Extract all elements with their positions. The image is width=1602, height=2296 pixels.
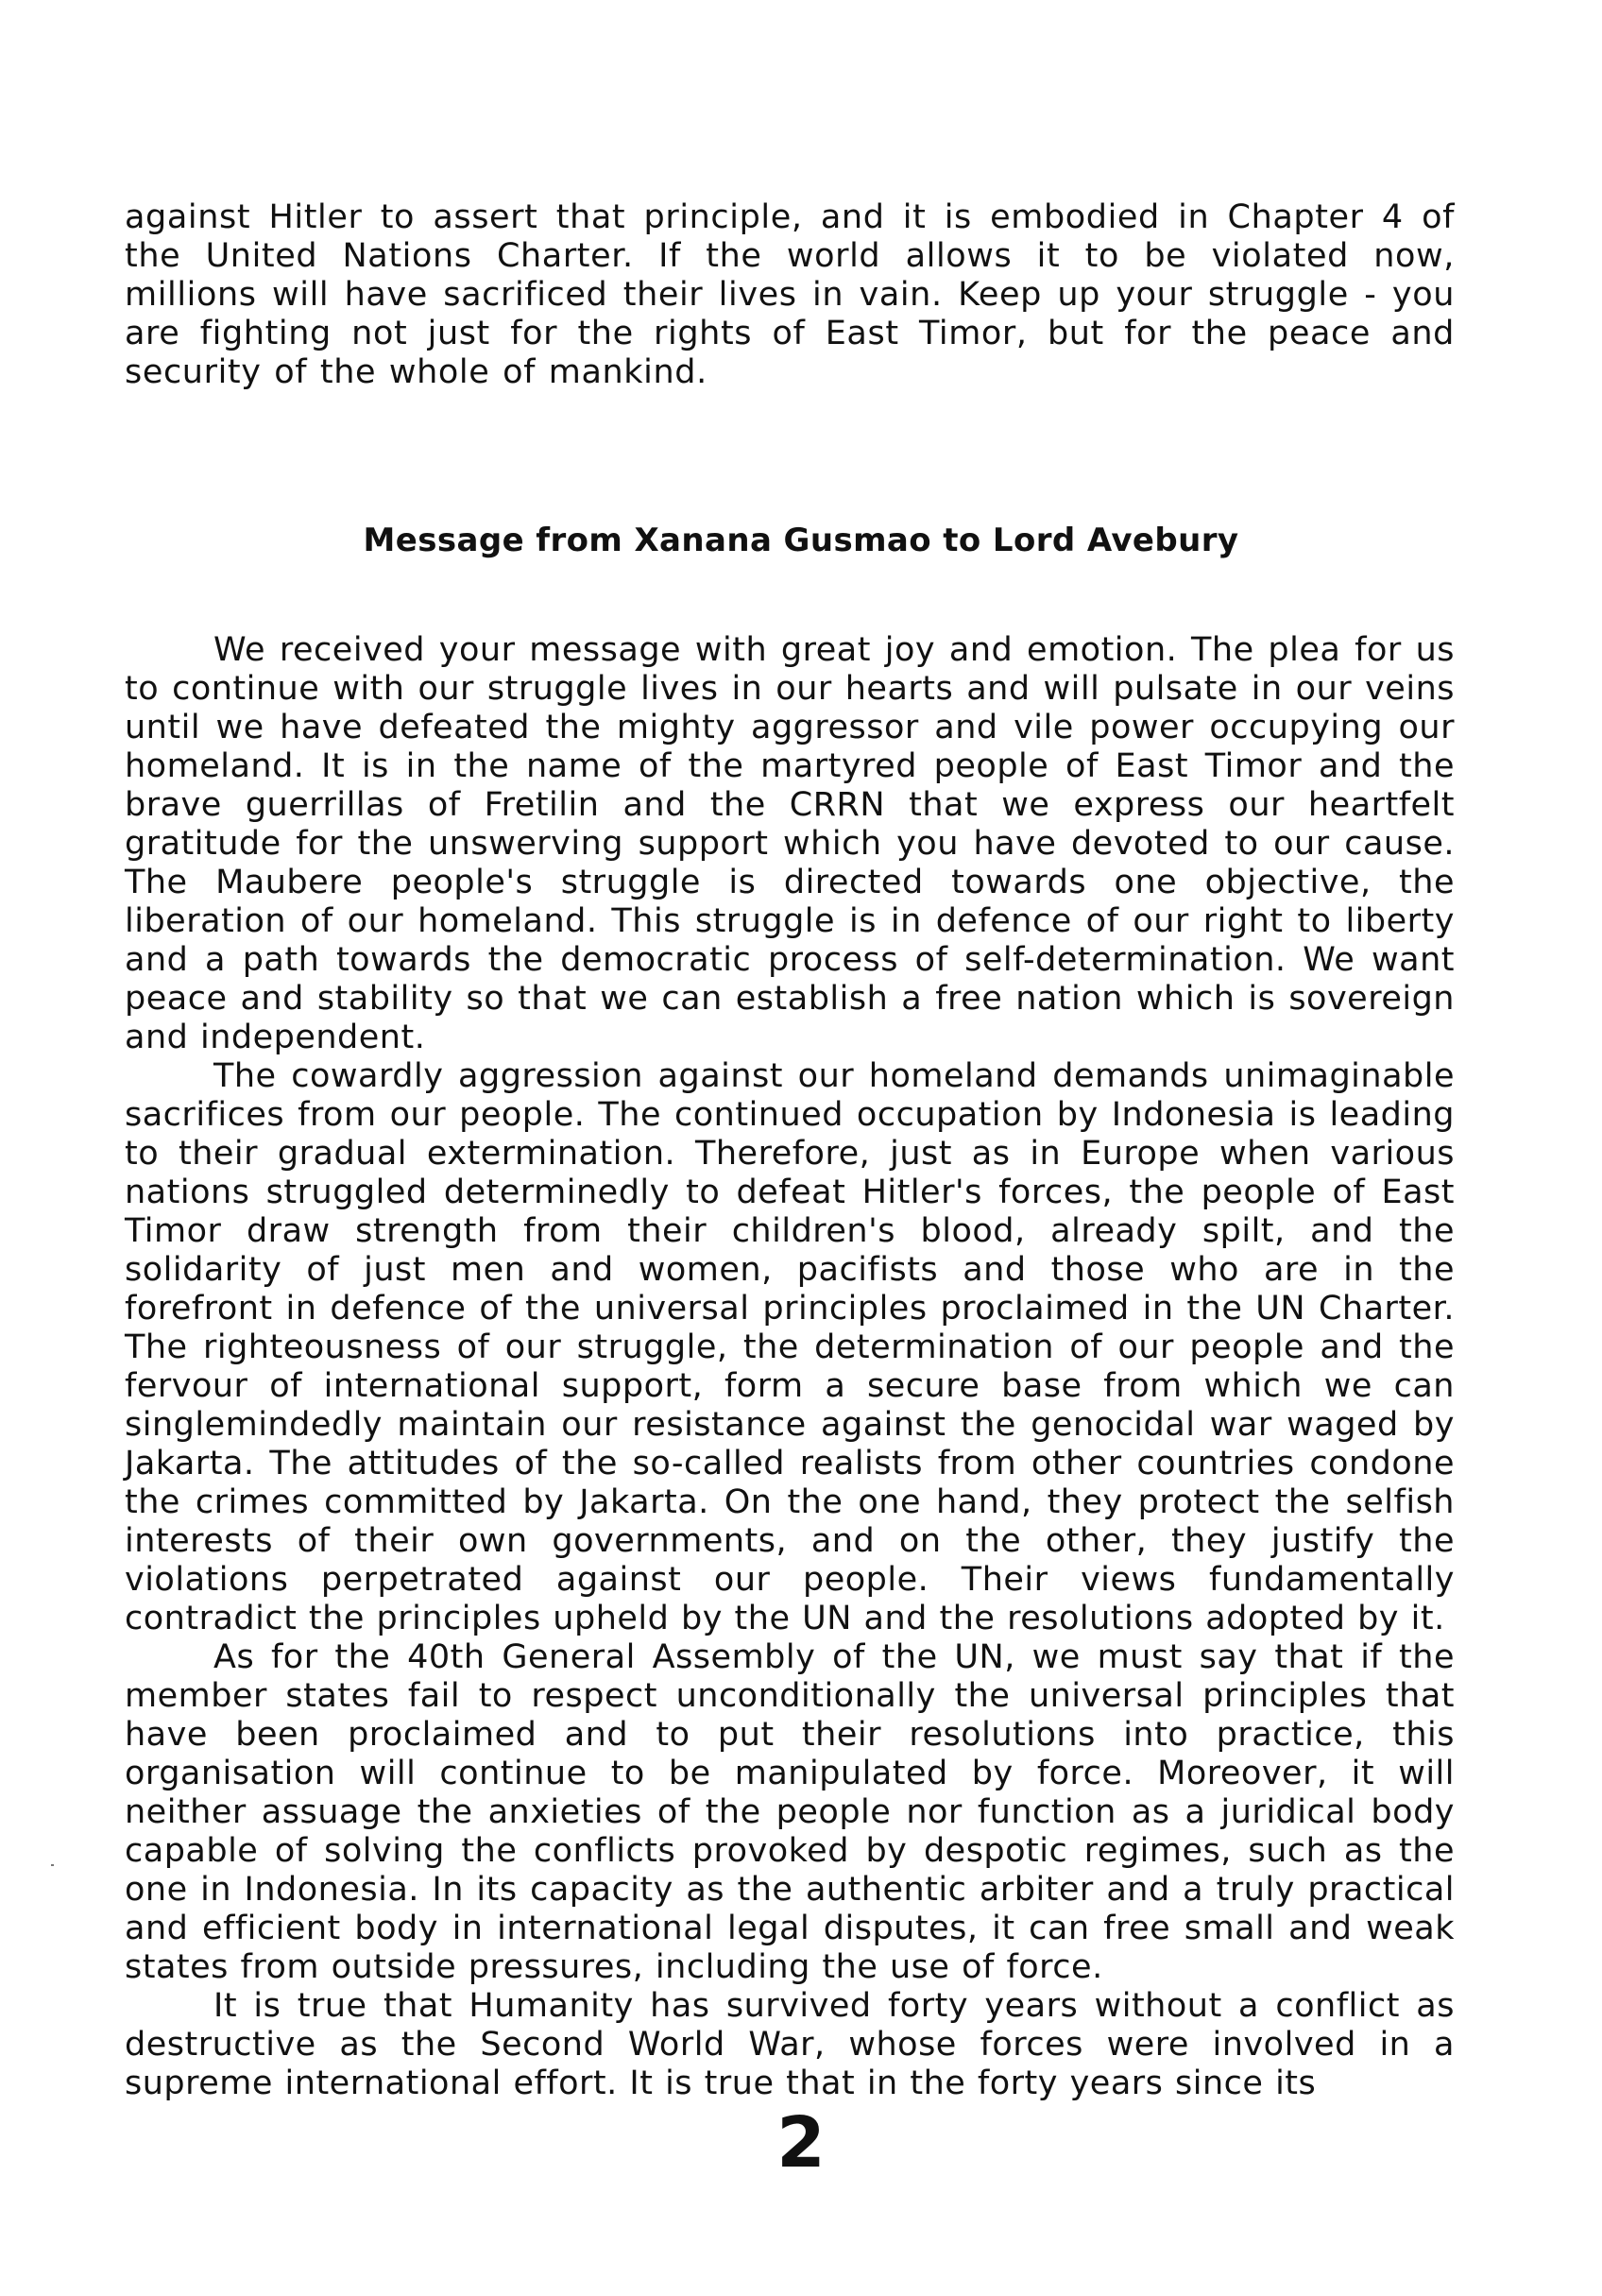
body-paragraph: As for the 40th General Assembly of the UN, we must say that if the member states fail to respect unconditionally the universal principles that have been proclaimed and to put their resolutions into practice, this organisation will continue to be manipulated by force. Moreover, it will neither assuage the anxieties of the people nor function as a juridical body capable of solving the conflicts provoked by despotic regimes, such as the one in Indonesia. In its capacity as the authentic arbiter and a truly practical and efficient body in international legal disputes, it can free small and weak states from outside pressures, including the use of force.: [125, 1638, 1455, 1986]
scan-speck: [51, 1864, 54, 1866]
section-heading: Message from Xanana Gusmao to Lord Avebury: [363, 522, 1239, 559]
body-paragraph: The cowardly aggression against our homeland demands unimaginable sacrifices from our people. The continued occupation by Indonesia is leading to their gradual extermination. Therefore, just as in Europe when various nations struggled determinedly to defeat Hitler's forces, the people of East Timor draw strength from their children's blood, already spilt, and the solidarity of just men and women, pacifists and those who are in the forefront in defence of the universal principles proclaimed in the UN Charter. The righteousness of our struggle, the determination of our people and the fervour of international support, form a secure base from which we can singlemindedly maintain our resistance against the genocidal war waged by Jakarta. The attitudes of the so-called realists from other countries condone the crimes committed by Jakarta. On the one hand, they protect the selfish interests of their own governments, and on the other, they justify the violations perpetrated against our people. Their views fundamentally contradict the principles upheld by the UN and the resolutions adopted by it.: [125, 1057, 1455, 1637]
body-paragraph: It is true that Humanity has survived forty years without a conflict as destructive as the Second World War, whose forces were involved in a supreme international effort. It is true that in the forty years since its: [125, 1987, 1455, 2102]
intro-paragraph: against Hitler to assert that principle, and it is embodied in Chapter 4 of the United Nations Charter. If the world allows it to be violated now, millions will have sacrificed their lives in vain. Keep up your struggle - you are fighting not just for the rights of East Timor, but for the peace and security of the whole of mankind.: [125, 198, 1455, 391]
body-paragraph: We received your message with great joy and emotion. The plea for us to continue with our struggle lives in our hearts and will pulsate in our veins until we have defeated the mighty aggressor and vile power occupying our homeland. It is in the name of the martyred people of East Timor and the brave guerrillas of Fretilin and the CRRN that we express our heartfelt gratitude for the unswerving support which you have devoted to our cause. The Maubere people's struggle is directed towards one objective, the liberation of our homeland. This struggle is in defence of our right to liberty and a path towards the democratic process of self-determination. We want peace and stability so that we can establish a free nation which is sovereign and independent.: [125, 631, 1455, 1056]
page-number: 2: [776, 2102, 826, 2184]
message-body: [125, 631, 1455, 2103]
